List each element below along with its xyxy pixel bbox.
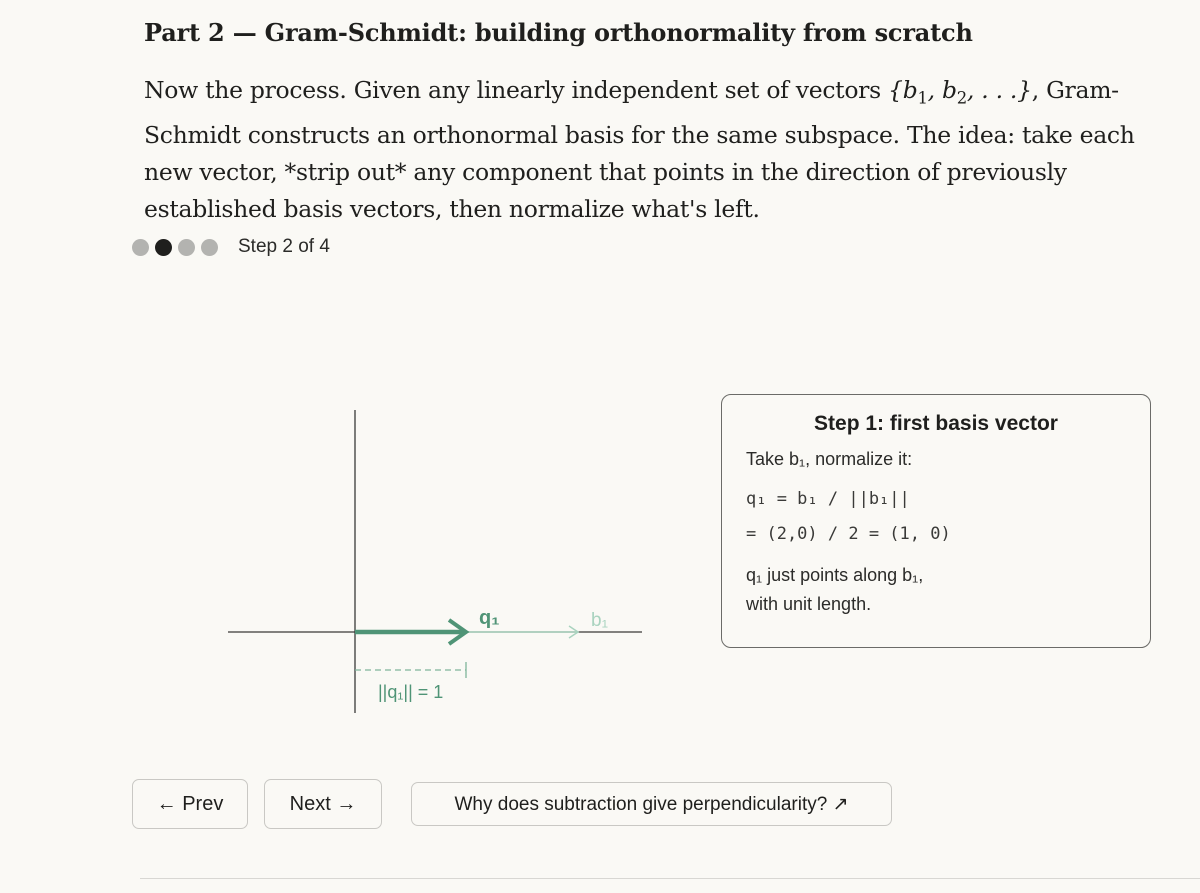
intro-text-end: , Gram-Schmidt constructs an orthonormal basis for the same subspace. The idea: take each new vector, *strip out* any component that points in the direction of previously established basis vectors, then normalize what's left. xyxy=(144,76,1135,223)
section-title: Part 2 — Gram-Schmidt: building orthonormality from scratch xyxy=(144,18,973,47)
card-note-line-1: q₁ just points along b₁, xyxy=(746,565,924,585)
prev-button[interactable]: ← Prev xyxy=(132,779,248,829)
card-note-line-2: with unit length. xyxy=(746,594,872,614)
b1-label: b₁ xyxy=(591,610,608,631)
step-label: Step 2 of 4 xyxy=(238,236,330,257)
vector-set-notation: {$b_1$, $b_2$, . . .} xyxy=(888,76,1032,108)
card-formula-line-2: = (2,0) / 2 = (1, 0) xyxy=(746,524,951,544)
card-formula-line-1: q₁ = b₁ / ||b₁|| xyxy=(746,489,910,509)
next-button[interactable]: Next → xyxy=(264,779,382,829)
why-subtraction-link-button[interactable]: Why does subtraction give perpendicularity? ↗ xyxy=(411,782,892,826)
card-take-line: Take b₁, normalize it: xyxy=(746,449,913,469)
gram-schmidt-diagram xyxy=(0,0,700,760)
step-explanation-card xyxy=(721,394,1151,648)
intro-text-start: Now the process. Given any linearly independent set of vectors xyxy=(144,76,889,104)
divider xyxy=(140,878,1200,879)
q1-label: q₁ xyxy=(479,607,500,629)
norm-label: ||q₁|| = 1 xyxy=(378,682,444,702)
card-title: Step 1: first basis vector xyxy=(814,412,1058,435)
